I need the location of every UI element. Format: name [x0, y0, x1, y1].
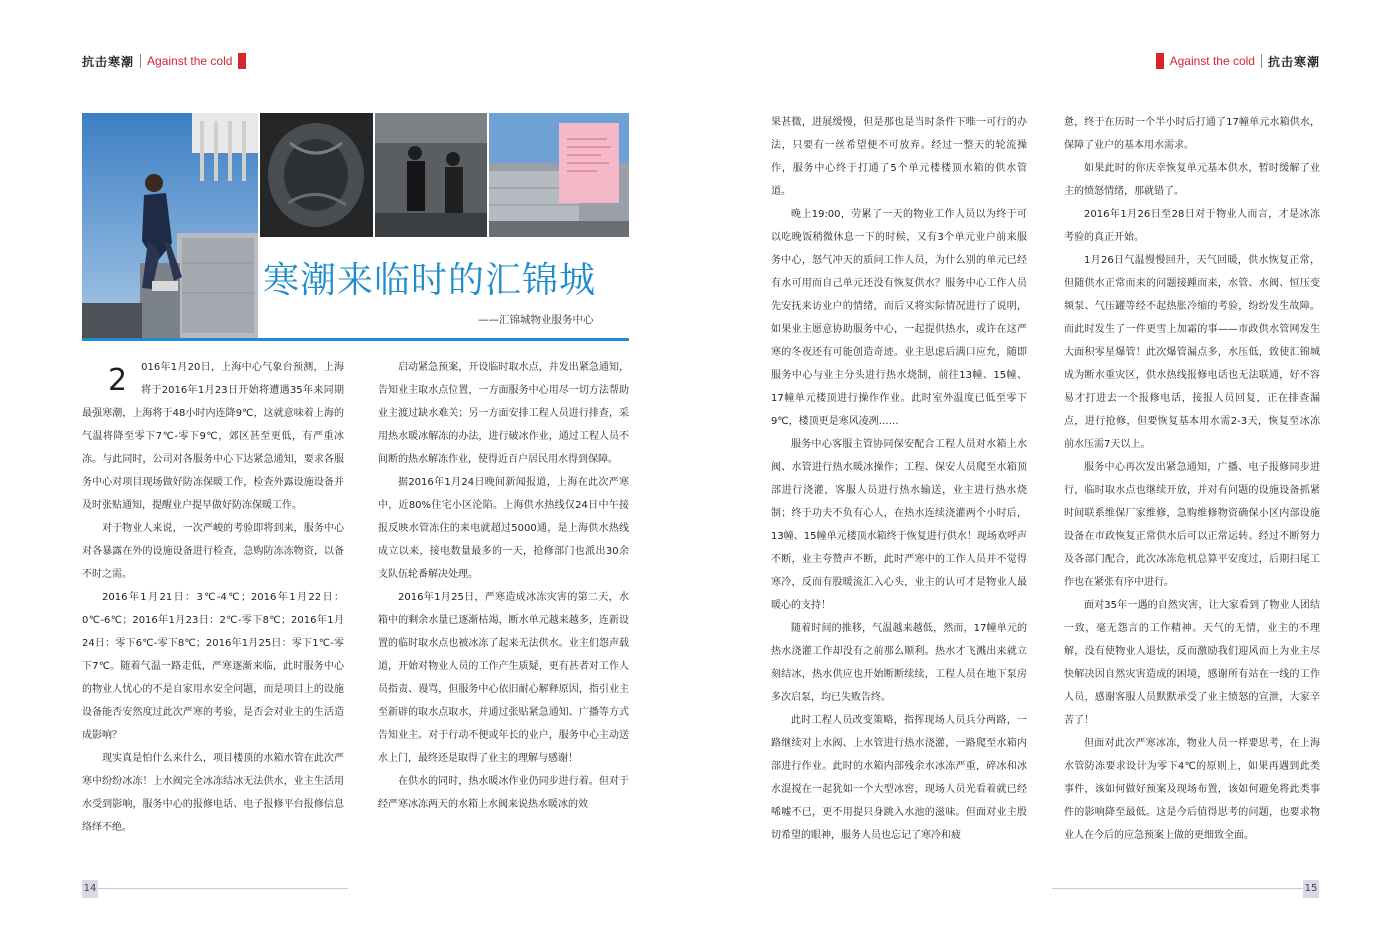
paragraph: 在供水的同时，热水暖冰作业仍同步进行着。但对于经严寒冰冻两天的水箱上水阀来说热水暖冰的效 [378, 776, 629, 810]
paragraph: 但面对此次严寒冰冻，物业人员一样要思考，在上海水管防冻要求设计为零下4℃的原则上，如果再遇到此类事件，该如何做好预案及现场布置，该如何避免将此类事件的影响降至最低。这是今后值得思考的问题，也要求物业人在今后的应急预案上做的更细致全面。 [1064, 738, 1320, 841]
header-left-en: Against the cold [147, 54, 233, 68]
header-red-mark [1156, 53, 1164, 69]
paragraph: 1月26日气温慢慢回升，天气回暖，供水恢复正常，但随供水正常而来的问题接踵而来，水管、水阀、恒压变频泵、气压罐等经不起热胀冷缩的考验，纷纷发生故障。而此时发生了一件更雪上加霜的事——市政供水管网发生大面积零星爆管！此次爆管漏点多，水压低，致使汇锦城成为断水重灾区，供水热线报修电话也无法联通，好不容易才打进去一个报修电话，接报人员回复，正在排查漏点，进行抢修，但要恢复基本用水需2-3天，恢复至冰冻前水压需7天以上。 [1064, 255, 1320, 450]
paragraph: 惫，终于在历时一个半小时后打通了17幢单元水箱供水，保障了业户的基本用水需求。 [1064, 117, 1320, 151]
footer-rule-right [1052, 888, 1303, 889]
paragraph-text: 016年1月20日，上海中心气象台预测，上海将于2016年1月23日开始将遭遇35年来同期最强寒潮，上海将于48小时内连降9℃，这就意味着上海的气温将降至零下7℃-零下9℃，郊区甚至更低，有严重冰冻。与此同时，公司对各服务中心下达紧急通知，要求各服务中心对项目现场做好防冻保暖工作，检查外露设施设备并及时张贴通知，提醒业户提早做好防冻保暖工作。 [82, 362, 344, 511]
header-divider [140, 54, 141, 68]
running-header-left [82, 52, 252, 70]
article-column-1 [82, 356, 344, 839]
paragraph: 如果此时的你庆幸恢复单元基本供水，暂时缓解了业主的愤怒情绪，那就错了。 [1064, 163, 1320, 197]
article-column-4 [1064, 111, 1320, 847]
photo-worker-on-tank [82, 113, 258, 338]
paragraph [82, 356, 344, 517]
header-divider [1261, 54, 1262, 68]
article-column-3 [771, 111, 1027, 847]
paragraph: 果甚微，进展缓慢，但是那也是当时条件下唯一可行的办法，只要有一丝希望便不可放弃。经过一整天的轮流操作，服务中心终于打通了5个单元楼楼顶水箱的供水管道。 [771, 117, 1027, 197]
footer-rule-left [98, 888, 348, 889]
running-header-right [1150, 52, 1320, 70]
paragraph: 2016年1月25日，严寒造成冰冻灾害的第二天，水箱中的剩余水量已逐渐枯竭，断水单元越来越多，连新设置的临时取水点也被冰冻了起来无法供水。业主们怨声载道，开始对物业人员的工作产生质疑，更有甚者对工作人员指责、谩骂，但服务中心依旧耐心解释原因，指引业主至新辟的取水点取水，并通过张贴紧急通知、广播等方式告知业主。对于行动不便或年长的业户，服务中心主动送水上门，最终还是取得了业主的理解与感谢！ [378, 592, 629, 764]
page-number-right: 15 [1303, 880, 1319, 898]
photo-pipe-interior [260, 113, 373, 238]
paragraph: 2016年1月21日：3℃-4℃；2016年1月22日：0℃-6℃；2016年1月23日：2℃-零下8℃；2016年1月24日：零下6℃-零下8℃；2016年1月25日：零下1℃-零下7℃。随着气温一路走低，严寒逐渐来临，此时服务中心的物业人忧心的不是自家用水安全问题，而是项目上的设施设备能否安然度过此次严寒的考验，是否会对业主的生活造成影响？ [82, 592, 344, 741]
header-right-en: Against the cold [1169, 54, 1255, 68]
header-right-zh: 抗击寒潮 [1267, 54, 1320, 69]
page-number-left: 14 [82, 880, 98, 898]
article-column-2 [378, 356, 629, 816]
article-byline: ——汇锦城物业服务中心 [478, 314, 594, 326]
article-title: 寒潮来临时的汇锦城 [263, 260, 597, 301]
paragraph: 晚上19:00，劳累了一天的物业工作人员以为终于可以吃晚饭稍微休息一下的时候，又有3个单元业户前来服务中心，怒气冲天的质问工作人员，为什么别的单元已经有水可用而自己单元还没有恢复供水？服务中心工作人员先安抚来访业户的情绪，而后又将实际情况进行了说明，如果业主愿意协助服务中心，一起提供热水，或许在这严寒的冬夜还有可能创造奇迹。业主思虑后满口应允，随即服务中心与业主分头进行热水烧制，前往13幢、15幢、17幢单元楼顶进行操作作业。此时室外温度已低至零下9℃，楼顶更是寒风凌冽…… [771, 209, 1027, 427]
paragraph: 面对35年一遇的自然灾害，让大家看到了物业人团结一致，毫无怨言的工作精神。天气的无情，业主的不理解，没有使物业人退怯，反而激励我们迎风而上为业主尽快解决因自然灾害造成的困境，感谢所有站在一线的工作人员，感谢客服人员默默承受了业主愤怒的宣泄，大家辛苦了！ [1064, 600, 1320, 726]
header-left-zh: 抗击寒潮 [82, 54, 135, 69]
photo-workers-indoors [375, 113, 487, 238]
title-rule [82, 338, 629, 341]
paragraph: 此时工程人员改变策略，指挥现场人员兵分两路，一路继续对上水阀、上水管进行热水浇灌，一路爬至水箱内部进行作业。此时的水箱内部残余水冰冻严重，碎冰和冰水混搅在一起犹如一个大型冰窖，现场人员光看着就已经唏嘘不已，更不用提只身跳入水池的滋味。但面对业主殷切希望的眼神，服务人员也忘记了寒冷和疲 [771, 715, 1027, 841]
paragraph: 据2016年1月24日晚间新闻报道，上海在此次严寒中，近80%住宅小区沦陷。上海供水热线仅24日中午接报反映水管冻住的来电就超过5000通，是上海供水热线成立以来，接电数量最多的一天，抢修部门也派出30余支队伍轮番解决处理。 [378, 477, 629, 580]
paragraph: 服务中心再次发出紧急通知，广播、电子报修同步进行，临时取水点也继续开放，并对有问题的设施设备抓紧时间联系维保厂家维修，急购维修物资确保小区内部设施设备在市政恢复正常供水后可以正常运转。经过不断努力及各部门配合，此次冰冻危机总算平安度过，后期扫尾工作也在紧张有序中进行。 [1064, 462, 1320, 588]
paragraph: 随着时间的推移，气温越来越低，然而，17幢单元的热水浇灌工作却没有之前那么顺利。热水才飞溅出来就立刻结冰，热水供应也开始断断续续，工程人员在地下泵房多次启泵，均已失败告终。 [771, 623, 1027, 703]
paragraph: 现实真是怕什么来什么，项目楼顶的水箱水管在此次严寒中纷纷冰冻！上水阀完全冰冻结冰无法供水，业主生活用水受到影响，服务中心的报修电话、电子报修平台报修信息络绎不绝。 [82, 753, 344, 833]
photo-rooftop-tanks [489, 113, 629, 238]
paragraph: 启动紧急预案，开设临时取水点，并发出紧急通知，告知业主取水点位置，一方面服务中心用尽一切方法帮助业主渡过缺水难关；另一方面安排工程人员进行排查，采用热水暖冰解冻的办法，进行破冰作业，通过工程人员不间断的热水解冻作业，使得近百户居民用水得到保障。 [378, 362, 629, 465]
paragraph: 2016年1月26日至28日对于物业人而言，才是冰冻考验的真正开始。 [1064, 209, 1320, 243]
drop-cap: 2 [108, 363, 128, 398]
header-red-mark [238, 53, 246, 69]
paragraph: 对于物业人来说，一次严峻的考验即将到来，服务中心对各暴露在外的设施设备进行检查，急购防冻冻物资，以备不时之需。 [82, 523, 344, 580]
paragraph: 服务中心客服主管协同保安配合工程人员对水箱上水阀、水管进行热水暖冰操作；工程、保安人员爬至水箱顶部进行浇灌，客服人员进行热水输送，业主进行热水烧制；终于功夫不负有心人，在热水连续浇灌两个小时后，13幢、15幢单元楼顶水箱终于恢复进行供水！现场欢呼声不断，业主夸赞声不断，此时严寒中的工作人员并不觉得寒冷，反而有股暖流汇入心头，业主的认可才是物业人最暖心的支持！ [771, 439, 1027, 611]
